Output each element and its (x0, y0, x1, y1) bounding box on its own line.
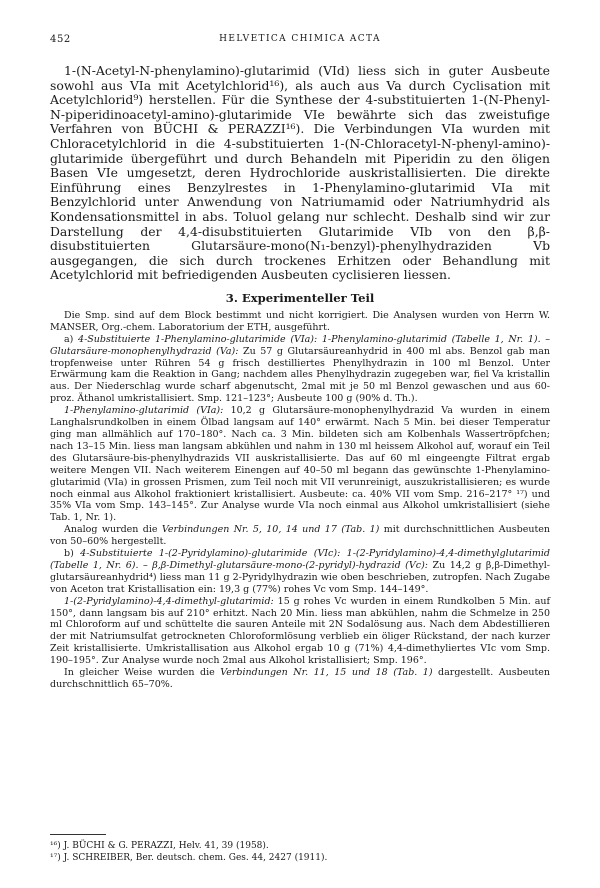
page-number: 452 (50, 34, 71, 45)
heading-b2: 1-(2-Pyridylamino)-4,4-dimethyl-glutarimid: (64, 595, 274, 607)
label-a: a) (64, 333, 79, 345)
text-b: Zu 14,2 g β,β-Dimethyl-glutarsäureanhydrid⁴) liess man 11 g 2-Pyridylhydrazin wie oben beschrieben, zutropfen. Nach Zugabe von Aceton trat Kristallisation ein: 19,3 g (77%) rohes Vc vom Smp. 144–149°. (50, 559, 550, 595)
text-a2: 10,2 g Glutarsäure-monophenylhydrazid Va wurden in einem Langhalsrundkolben in einem Ölbad langsam auf 140° erwärmt. Nach 5 Min. bei dieser Temperatur ging man allmählich auf 170–180°. Nach ca. 3 Min. bildeten sich am Kolbenhals Wassertröpfchen; nach 13–15 Min. liess man langsam abkühlen und nahm in 130 ml heissem Alkohol auf, worauf ein Teil des Glutarsäure-bis-phenylhydrazids VII auskristallisierte. Das auf 60 ml eingeengte Filtrat ergab weitere Mengen VII. Nach weiterem Einengen auf 40–50 ml begann das gewünschte 1-Phenylamino-glutarimid (VIa) in grossen Prismen, zum Teil noch mit VII verunreinigt, auszukristallisieren; es wurde noch einmal aus Alkohol fraktioniert kristallisiert. Ausbeute: ca. 40% VII vom Smp. 216–217° ¹⁷) und 35% VIa vom Smp. 143–145°. Zur Analyse wurde VIa noch einmal aus Alkohol umkristallisiert (siehe Tab. 1, Nr. 1). (50, 405, 550, 524)
heading-a: 4-Substituierte 1-Phenylamino-glutarimide (VIa): 1-Phenylamino-glutarimid (Tabelle 1, Nr. 1). – Glutarsäure-monophenylhydrazid (Va): (50, 333, 551, 357)
italic-a3: Verbindungen Nr. 5, 10, 14 und 17 (Tab. 1) (161, 524, 380, 536)
page-body (50, 64, 550, 691)
post-b3: dargestellt. Ausbeuten durchschnittlich 65–70%. (50, 667, 550, 690)
heading-a2: 1-Phenylamino-glutarimid (VIa): (64, 405, 224, 417)
text-b2: 15 g rohes Vc wurden in einem Rundkolben 5 Min. auf 150°, dann langsam bis auf 210° erhitzt. Nach 20 Min. liess man abkühlen, nahm die Schmelze in 250 ml Chloroform auf und schüttelte die sauren Anteile mit 2N Sodalösung aus. Nach dem Abdestillieren der mit Natriumsulfat getrockneten Chloroformlösung verblieb ein öliger Rückstand, der nach kurzer Zeit kristallisierte. Umkristallisation aus Alkohol ergab 10 g (71%) 4,4-dimethyliertes VIc vom Smp. 190–195°. Zur Analyse wurde noch 2mal aus Alkohol kristallisiert; Smp. 196°. (50, 595, 550, 667)
paragraph-b (50, 548, 550, 596)
running-header (50, 34, 550, 48)
label-b: b) (64, 548, 81, 560)
paragraph-b3 (50, 667, 550, 691)
paragraph-b2 (50, 596, 550, 667)
journal-title: HELVETICA CHIMICA ACTA (219, 34, 381, 44)
footnote-16: ¹⁶) J. BÜCHI & G. PERAZZI, Helv. 41, 39 (1958). (50, 841, 269, 851)
section-intro: Die Smp. sind auf dem Block bestimmt und nicht korrigiert. Die Analysen wurden von Herrn W. MANSER, Org.-chem. Laboratorium der ETH, ausgeführt. (50, 309, 550, 333)
footnotes (50, 840, 550, 864)
pre-b3: In gleicher Weise wurden die (64, 667, 221, 679)
italic-b3: Verbindungen Nr. 11, 15 und 18 (Tab. 1) (220, 667, 433, 679)
heading-b: 4-Substituierte 1-(2-Pyridylamino)-glutarimide (VIc): 1-(2-Pyridylamino)-4,4-dimethylglutarimid (Tabelle 1, Nr. 6). – β,β-Dimethyl-glutarsäure-mono-(2-pyridyl)-hydrazid (Vc): (50, 548, 550, 571)
intro-paragraph: 1-(N-Acetyl-N-phenylamino)-glutarimid (VId) liess sich in guter Ausbeute sowohl aus VIa mit Acetylchlorid¹⁶), als auch aus Va durch Cyclisation mit Acetylchlorid⁹) herstellen. Für die Synthese der 4-substituierten 1-(N-Phenyl-N-piperidinoacetyl-amino)-glutarimide VIe bewährte sich das zweistufige Verfahren von BÜCHI & PERAZZI¹⁶). Die Verbindungen VIa wurden mit Chloracetylchlorid in die 4-substituierten 1-(N-Chloracetyl-N-phenyl-amino)-glutarimide übergeführt und durch Behandeln mit Piperidin zu den öligen Basen VIe umgesetzt, deren Hydrochloride auskristallisierten. Die direkte Einführung eines Benzylrestes in 1-Phenylamino-glutarimid VIa mit Benzylchlorid unter Anwendung von Natriumamid oder Natriumhydrid als Kondensationsmittel in abs. Toluol gelang nur schlecht. Deshalb sind wir zur Darstellung der 4,4-disubstituierten Glutarimide VIb von den β,β-disubstituierten Glutarsäure-mono(N₁-benzyl)-phenylhydraziden Vb ausgegangen, die sich durch trockenes Erhitzen oder Behandlung mit Acetylchlorid mit befriedigenden Ausbeuten cyclisieren liessen. (50, 63, 550, 283)
footnote-rule (50, 834, 106, 835)
footnote-17: ¹⁷) J. SCHREIBER, Ber. deutsch. chem. Ges. 44, 2427 (1911). (50, 853, 328, 863)
post-a3: mit durchschnittlichen Ausbeuten von 50–60% hergestellt. (50, 524, 550, 548)
paragraph-a (50, 334, 550, 405)
text-a: Zu 57 g Glutarsäureanhydrid in 400 ml abs. Benzol gab man tropfenweise unter Rühren 54 g frisch destilliertes Phenylhydrazin in 100 ml Benzol. Unter Erwärmung kam die Reaktion in Gang; nachdem alles Phenylhydrazin zugegeben war, fiel Va kristallin aus. Der Niederschlag wurde scharf abgenutscht, 2mal mit je 50 ml Benzol gewaschen und aus 60-proz. Äthanol umkristallisiert. Smp. 121–123°; Ausbeute 100 g (90% d. Th.). (50, 345, 550, 405)
paragraph-a2 (50, 405, 550, 524)
paragraph-a3 (50, 524, 550, 548)
pre-a3: Analog wurden die (64, 524, 162, 536)
section-heading: 3. Experimenteller Teil (225, 290, 375, 305)
